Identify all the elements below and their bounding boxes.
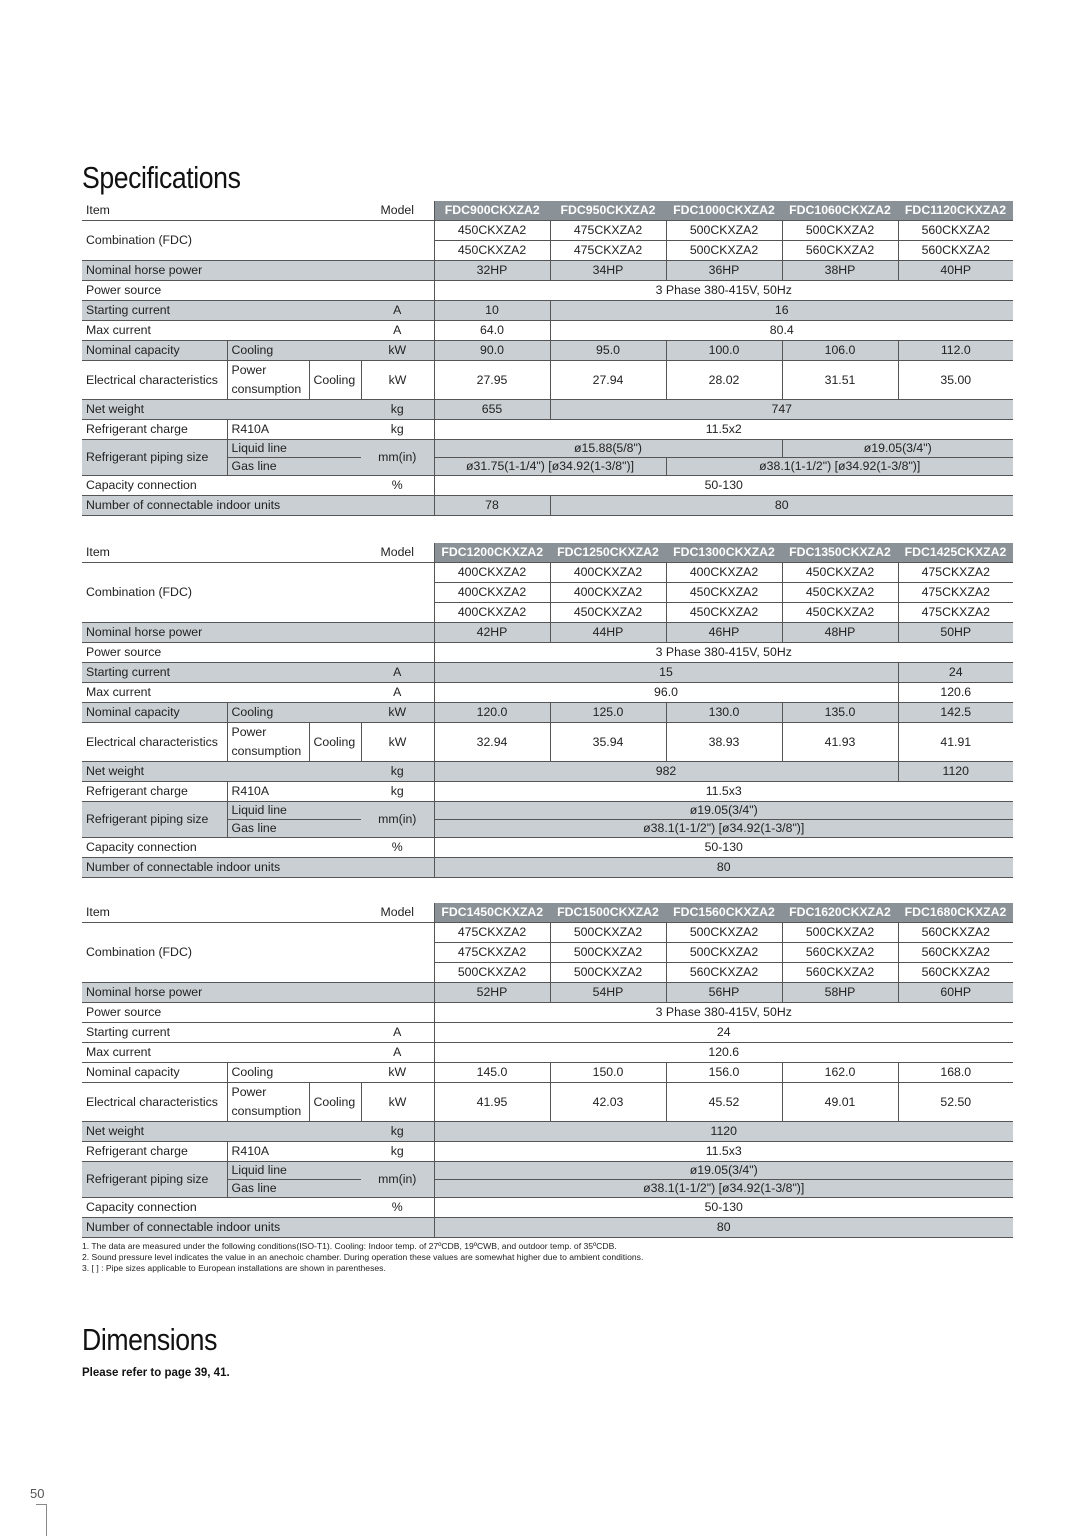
model-name: FDC1680CKXZA2 (898, 903, 1013, 923)
capacity-cell: 90.0 (434, 341, 550, 361)
charge-value: 11.5x3 (434, 782, 1013, 802)
refrigerant-charge-label: Refrigerant charge (82, 782, 227, 802)
combo-cell: 500CKXZA2 (666, 241, 782, 261)
max-current-value: 64.0 (434, 321, 550, 341)
power-cell: 41.93 (782, 723, 898, 762)
combo-cell: 500CKXZA2 (550, 963, 666, 983)
piping-size-label: Refrigerant piping size (82, 802, 227, 838)
model-header: Model (361, 201, 434, 221)
model-name: FDC1200CKXZA2 (434, 543, 550, 563)
combo-cell: 500CKXZA2 (782, 221, 898, 241)
combo-cell: 475CKXZA2 (434, 923, 550, 943)
specifications-heading: Specifications (82, 160, 241, 195)
model-name: FDC1620CKXZA2 (782, 903, 898, 923)
net-weight-label: Net weight (82, 400, 361, 420)
item-header: Item (82, 543, 361, 563)
connectable-units-label: Number of connectable indoor units (82, 496, 361, 516)
combo-cell: 500CKXZA2 (782, 923, 898, 943)
electrical-label: Electrical characteristics (82, 723, 227, 762)
power-cell: 28.02 (666, 361, 782, 400)
model-name: FDC1560CKXZA2 (666, 903, 782, 923)
connectable-units-value: 78 (434, 496, 550, 516)
hp-cell: 50HP (898, 623, 1013, 643)
combo-cell: 400CKXZA2 (666, 563, 782, 583)
combo-cell: 500CKXZA2 (550, 943, 666, 963)
footnote: 2. Sound pressure level indicates the value in an anechoic chamber. During operation these values are somewhat higher due to ambient conditions. (82, 1252, 644, 1262)
combo-cell: 450CKXZA2 (782, 563, 898, 583)
power-cell: 41.95 (434, 1083, 550, 1122)
footnotes (82, 1241, 643, 1274)
max-current-label: Max current (82, 1043, 361, 1063)
combo-cell: 560CKXZA2 (898, 943, 1013, 963)
capacity-cell: 112.0 (898, 341, 1013, 361)
nominal-capacity-label: Nominal capacity (82, 703, 227, 723)
combo-cell: 475CKXZA2 (898, 603, 1013, 623)
combo-cell: 450CKXZA2 (782, 603, 898, 623)
model-name: FDC1250CKXZA2 (550, 543, 666, 563)
model-name: FDC1450CKXZA2 (434, 903, 550, 923)
power-source-value: 3 Phase 380-415V, 50Hz (434, 643, 1013, 663)
weight-cell: 747 (550, 400, 1013, 420)
combo-cell: 560CKXZA2 (898, 963, 1013, 983)
capacity-cell: 150.0 (550, 1063, 666, 1083)
liquid-line-value: ø15.88(5/8") (434, 440, 782, 458)
capacity-cell: 125.0 (550, 703, 666, 723)
power-cell: 52.50 (898, 1083, 1013, 1122)
footnote: 1. The data are measured under the following conditions(ISO-T1). Cooling: Indoor temp. of 27ºCDB, 19ºCWB, and outdoor temp. of 35ºCDB. (82, 1241, 617, 1251)
electrical-label: Electrical characteristics (82, 1083, 227, 1122)
refrigerant-charge-label: Refrigerant charge (82, 1142, 227, 1162)
capacity-connection-label: Capacity connection (82, 838, 361, 858)
combo-cell: 500CKXZA2 (666, 221, 782, 241)
hp-cell: 38HP (782, 261, 898, 281)
hp-cell: 32HP (434, 261, 550, 281)
weight-cell: 655 (434, 400, 550, 420)
gas-line-value: ø38.1(1-1/2") [ø34.92(1-3/8")] (434, 1180, 1013, 1198)
power-cell: 49.01 (782, 1083, 898, 1122)
combo-cell: 400CKXZA2 (434, 603, 550, 623)
combo-cell: 475CKXZA2 (898, 563, 1013, 583)
hp-cell: 46HP (666, 623, 782, 643)
capacity-cell: 135.0 (782, 703, 898, 723)
liquid-line-value: ø19.05(3/4") (434, 802, 1013, 820)
power-source-label: Power source (82, 643, 361, 663)
page-marker (36, 1504, 46, 1505)
power-cell: 45.52 (666, 1083, 782, 1122)
combo-cell: 560CKXZA2 (898, 241, 1013, 261)
power-source-label: Power source (82, 281, 361, 301)
power-cell: 31.51 (782, 361, 898, 400)
hp-cell: 40HP (898, 261, 1013, 281)
combination-label: Combination (FDC) (82, 923, 361, 983)
capacity-connection-value: 50-130 (434, 476, 1013, 496)
combo-cell: 400CKXZA2 (434, 583, 550, 603)
combo-cell: 475CKXZA2 (898, 583, 1013, 603)
page-marker (46, 1504, 47, 1536)
power-cell: 41.91 (898, 723, 1013, 762)
combo-cell: 475CKXZA2 (550, 221, 666, 241)
model-name: FDC900CKXZA2 (434, 201, 550, 221)
nominal-capacity-label: Nominal capacity (82, 1063, 227, 1083)
starting-current-value: 16 (550, 301, 1013, 321)
model-name: FDC1120CKXZA2 (898, 201, 1013, 221)
combo-cell: 560CKXZA2 (666, 963, 782, 983)
spec-table-3: Item Model FDC1450CKXZA2 FDC1500CKXZA2 FDC1560CKXZA2 FDC1620CKXZA2 FDC1680CKXZA2 Combination (FDC) 475CKXZA2 500CKXZA2 500CKXZA2 500CKXZA2 560CKXZA2 475CKXZA2 500CKXZA2 500CKXZA2 560CKXZA2 560CKXZA2 500CKXZA2 500CKXZA2 560CKXZA2 560CKXZA2 560CKXZA2 Nominal horse power 52HP 54HP 56HP 58HP 60HP Power source 3 Phase 380-415V, 50Hz Starting current A 24 Max current A 120.6 Nominal capacity Cooling kW 145.0 150.0 156.0 162.0 168.0 Electrical characteristics Power consumption Cooling kW 41.95 42.03 45.52 49.01 52.50 Net weight kg 1120 Refrigerant charge R410A kg 11.5x3 Refrigerant piping size Liquid line mm(in) ø19.05(3/4") Gas line ø38.1(1-1/2") [ø34.92(1-3/8")] Capacity connection % 50-130 Number of connectable indoor units 80 (82, 903, 1013, 1238)
capacity-connection-label: Capacity connection (82, 1198, 361, 1218)
hp-cell: 52HP (434, 983, 550, 1003)
refer-text: Please refer to page 39, 41. (82, 1367, 230, 1379)
max-current-value: 80.4 (550, 321, 1013, 341)
hp-label: Nominal horse power (82, 983, 361, 1003)
model-name: FDC1425CKXZA2 (898, 543, 1013, 563)
combination-label: Combination (FDC) (82, 563, 361, 623)
max-current-value: 120.6 (898, 683, 1013, 703)
power-source-label: Power source (82, 1003, 361, 1023)
weight-cell: 982 (434, 762, 898, 782)
spec-table-1: Item Model FDC900CKXZA2 FDC950CKXZA2 FDC1000CKXZA2 FDC1060CKXZA2 FDC1120CKXZA2 Combination (FDC) 450CKXZA2 475CKXZA2 500CKXZA2 500CKXZA2 560CKXZA2 450CKXZA2 475CKXZA2 500CKXZA2 560CKXZA2 560CKXZA2 Nominal horse power 32HP 34HP 36HP 38HP 40HP Power source 3 Phase 380-415V, 50Hz Starting current A 10 16 Max current A 64.0 80.4 Nominal capacity Cooling kW 90.0 95.0 100.0 106.0 112.0 Electrical characteristics Power consumption Cooling kW 27.95 27.94 28.02 31.51 35.00 Net weight kg 655 747 Refrigerant charge R410A kg 11.5x2 Refrigerant piping size Liquid line mm(in) ø15.88(5/8") ø19.05(3/4") Gas line ø31.75(1-1/4") [ø34.92(1-3/8")] ø38.1(1-1/2") [ø34.92(1-3/8")] Capacity connection % 50-130 Number of connectable indoor units 78 80 (82, 201, 1013, 516)
max-current-label: Max current (82, 321, 361, 341)
liquid-line-value: ø19.05(3/4") (434, 1162, 1013, 1180)
capacity-cell: 95.0 (550, 341, 666, 361)
charge-value: 11.5x3 (434, 1142, 1013, 1162)
starting-current-label: Starting current (82, 301, 361, 321)
capacity-connection-label: Capacity connection (82, 476, 361, 496)
combo-cell: 475CKXZA2 (434, 943, 550, 963)
combo-cell: 450CKXZA2 (782, 583, 898, 603)
page-number: 50 (30, 1486, 45, 1501)
net-weight-label: Net weight (82, 1122, 361, 1142)
item-header: Item (82, 903, 361, 923)
hp-cell: 48HP (782, 623, 898, 643)
connectable-units-value: 80 (434, 1218, 1013, 1238)
connectable-units-value: 80 (550, 496, 1013, 516)
capacity-cell: 120.0 (434, 703, 550, 723)
starting-current-value: 24 (898, 663, 1013, 683)
model-name: FDC950CKXZA2 (550, 201, 666, 221)
combo-cell: 560CKXZA2 (898, 923, 1013, 943)
weight-cell: 1120 (898, 762, 1013, 782)
combo-cell: 450CKXZA2 (550, 603, 666, 623)
capacity-cell: 100.0 (666, 341, 782, 361)
max-current-value: 96.0 (434, 683, 898, 703)
hp-cell: 56HP (666, 983, 782, 1003)
power-cell: 32.94 (434, 723, 550, 762)
connectable-units-label: Number of connectable indoor units (82, 1218, 361, 1238)
connectable-units-label: Number of connectable indoor units (82, 858, 361, 878)
hp-cell: 34HP (550, 261, 666, 281)
capacity-cell: 145.0 (434, 1063, 550, 1083)
capacity-cell: 162.0 (782, 1063, 898, 1083)
model-header: Model (361, 543, 434, 563)
nominal-capacity-label: Nominal capacity (82, 341, 227, 361)
combo-cell: 560CKXZA2 (782, 241, 898, 261)
model-header: Model (361, 903, 434, 923)
combo-cell: 450CKXZA2 (666, 603, 782, 623)
power-cell: 38.93 (666, 723, 782, 762)
model-name: FDC1300CKXZA2 (666, 543, 782, 563)
max-current-value: 120.6 (434, 1043, 1013, 1063)
power-cell: 27.94 (550, 361, 666, 400)
capacity-cell: 168.0 (898, 1063, 1013, 1083)
electrical-label: Electrical characteristics (82, 361, 227, 400)
hp-cell: 60HP (898, 983, 1013, 1003)
gas-line-value: ø31.75(1-1/4") [ø34.92(1-3/8")] (434, 458, 666, 476)
hp-cell: 44HP (550, 623, 666, 643)
hp-label: Nominal horse power (82, 623, 361, 643)
starting-current-label: Starting current (82, 663, 361, 683)
model-name: FDC1000CKXZA2 (666, 201, 782, 221)
combo-cell: 400CKXZA2 (550, 583, 666, 603)
power-cell: 35.00 (898, 361, 1013, 400)
item-header: Item (82, 201, 361, 221)
starting-current-label: Starting current (82, 1023, 361, 1043)
capacity-cell: 156.0 (666, 1063, 782, 1083)
model-name: FDC1350CKXZA2 (782, 543, 898, 563)
net-weight-label: Net weight (82, 762, 361, 782)
power-source-value: 3 Phase 380-415V, 50Hz (434, 1003, 1013, 1023)
combo-cell: 560CKXZA2 (898, 221, 1013, 241)
hp-label: Nominal horse power (82, 261, 361, 281)
model-name: FDC1060CKXZA2 (782, 201, 898, 221)
starting-current-value: 15 (434, 663, 898, 683)
charge-value: 11.5x2 (434, 420, 1013, 440)
power-cell: 27.95 (434, 361, 550, 400)
capacity-connection-value: 50-130 (434, 838, 1013, 858)
combo-cell: 500CKXZA2 (666, 923, 782, 943)
power-cell: 42.03 (550, 1083, 666, 1122)
capacity-cell: 130.0 (666, 703, 782, 723)
hp-cell: 54HP (550, 983, 666, 1003)
capacity-cell: 142.5 (898, 703, 1013, 723)
power-source-value: 3 Phase 380-415V, 50Hz (434, 281, 1013, 301)
combo-cell: 400CKXZA2 (550, 563, 666, 583)
combo-cell: 450CKXZA2 (666, 583, 782, 603)
piping-size-label: Refrigerant piping size (82, 440, 227, 476)
capacity-connection-value: 50-130 (434, 1198, 1013, 1218)
connectable-units-value: 80 (434, 858, 1013, 878)
combo-cell: 500CKXZA2 (666, 943, 782, 963)
liquid-line-value: ø19.05(3/4") (782, 440, 1013, 458)
starting-current-value: 24 (434, 1023, 1013, 1043)
refrigerant-charge-label: Refrigerant charge (82, 420, 227, 440)
combo-cell: 500CKXZA2 (434, 963, 550, 983)
starting-current-value: 10 (434, 301, 550, 321)
gas-line-value: ø38.1(1-1/2") [ø34.92(1-3/8")] (666, 458, 1013, 476)
combo-cell: 500CKXZA2 (550, 923, 666, 943)
capacity-cell: 106.0 (782, 341, 898, 361)
combo-cell: 560CKXZA2 (782, 943, 898, 963)
gas-line-value: ø38.1(1-1/2") [ø34.92(1-3/8")] (434, 820, 1013, 838)
hp-cell: 58HP (782, 983, 898, 1003)
piping-size-label: Refrigerant piping size (82, 1162, 227, 1198)
combination-label: Combination (FDC) (82, 221, 361, 261)
spec-table-2: Item Model FDC1200CKXZA2 FDC1250CKXZA2 FDC1300CKXZA2 FDC1350CKXZA2 FDC1425CKXZA2 Combination (FDC) 400CKXZA2 400CKXZA2 400CKXZA2 450CKXZA2 475CKXZA2 400CKXZA2 400CKXZA2 450CKXZA2 450CKXZA2 475CKXZA2 400CKXZA2 450CKXZA2 450CKXZA2 450CKXZA2 475CKXZA2 Nominal horse power 42HP 44HP 46HP 48HP 50HP Power source 3 Phase 380-415V, 50Hz Starting current A 15 24 Max current A 96.0 120.6 Nominal capacity Cooling kW 120.0 125.0 130.0 135.0 142.5 Electrical characteristics Power consumption Cooling kW 32.94 35.94 38.93 41.93 41.91 Net weight kg 982 1120 Refrigerant charge R410A kg 11.5x3 Refrigerant piping size Liquid line mm(in) ø19.05(3/4") Gas line ø38.1(1-1/2") [ø34.92(1-3/8")] Capacity connection % 50-130 Number of connectable indoor units 80 (82, 543, 1013, 878)
model-name: FDC1500CKXZA2 (550, 903, 666, 923)
hp-cell: 42HP (434, 623, 550, 643)
weight-cell: 1120 (434, 1122, 1013, 1142)
dimensions-heading: Dimensions (82, 1322, 217, 1357)
combo-cell: 400CKXZA2 (434, 563, 550, 583)
combo-cell: 450CKXZA2 (434, 221, 550, 241)
power-cell: 35.94 (550, 723, 666, 762)
footnote: 3. [ ] : Pipe sizes applicable to European installations are shown in parentheses. (82, 1263, 386, 1273)
hp-cell: 36HP (666, 261, 782, 281)
combo-cell: 475CKXZA2 (550, 241, 666, 261)
combo-cell: 450CKXZA2 (434, 241, 550, 261)
combo-cell: 560CKXZA2 (782, 963, 898, 983)
max-current-label: Max current (82, 683, 361, 703)
